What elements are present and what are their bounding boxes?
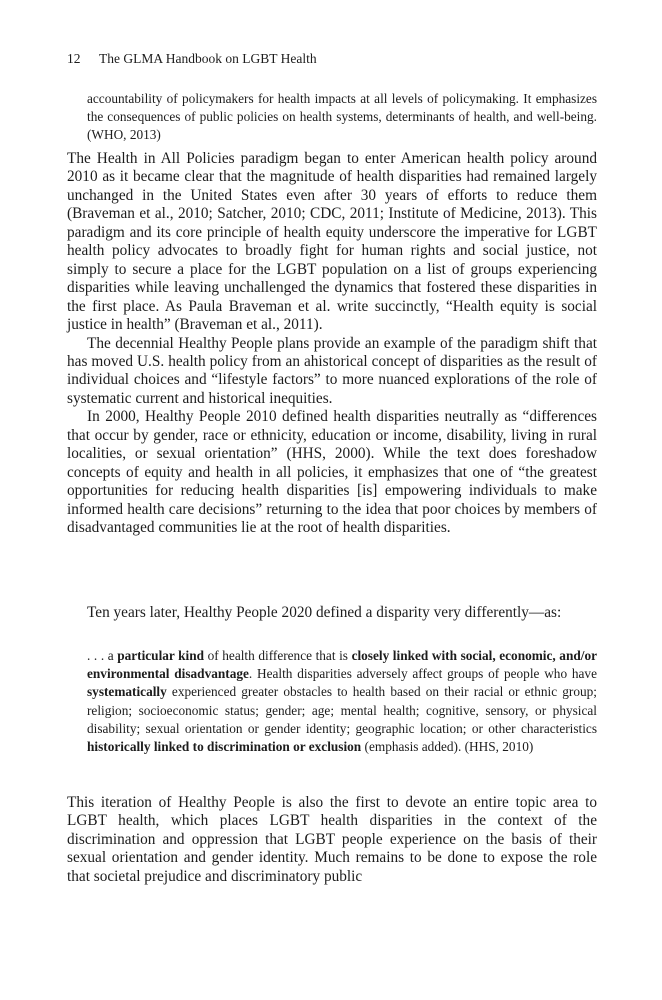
page-number: 12 <box>67 51 81 66</box>
quote-text-run: experienced greater obstacles to health based on their racial or ethnic group; religion; socioeconomic status; gender; age; mental health; cognitive, sensory, or physical disability; sexual orientation or gender identity; geographic location; or other characteristics <box>87 684 597 736</box>
body-text-section <box>67 150 597 538</box>
paragraph-healthy-people-2010: In 2000, Healthy People 2010 defined health disparities neutrally as “differences that occur by gender, race or ethnicity, education or income, disability, living in rural localities, or sexual orientation” (HHS, 2000). While the text does foreshadow concepts of equity and health in all policies, it emphasizes that one of “the greatest opportunities for reducing health disparities [is] empowering individuals to make informed health care decisions” returning to the idea that poor choices by members of disadvantaged communities lie at the root of health disparities. <box>67 408 597 537</box>
running-head <box>67 50 317 68</box>
quote-emphasis: systematically <box>87 684 167 700</box>
paragraph-healthy-people-plans: The decennial Healthy People plans provide an example of the paradigm shift that has moved U.S. health policy from an ahistorical concept of disparities as the result of individual choices and “lifestyle factors” to more nuanced explorations of the role of systematic current and historical inequities. <box>67 334 597 407</box>
block-quote-who <box>87 90 597 145</box>
quote-text-run: (emphasis added). (HHS, 2010) <box>361 739 534 755</box>
paragraph-lgbt-topic-area: This iteration of Healthy People is also the first to devote an entire topic area to LGBT health, which places LGBT health disparities in the context of the discrimination and oppression that LGBT people experience on the basis of their sexual orientation and gender identity. Much remains to be done to expose the role that societal prejudice and discriminatory public <box>67 794 597 885</box>
body-text-section <box>67 794 597 886</box>
paragraph-healthy-people-2020: Ten years later, Healthy People 2020 defined a disparity very differently—as: <box>87 604 562 621</box>
paragraph-health-in-all-policies: The Health in All Policies paradigm began to enter American health policy around 2010 as it became clear that the magnitude of health disparities had remained largely unchanged in the United States even after 30 years of efforts to reduce them (Braveman et al., 2010; Satcher, 2010; CDC, 2011; Institute of Medicine, 2013). This paradigm and its core principle of health equity underscore the imperative for LGBT health policy advocates to broadly fight for human rights and social justice, not simply to secure a place for the LGBT population on a list of groups experiencing disparities while leaving unchallenged the dynamics that fostered these disparities in the first place. As Paula Braveman et al. write succinctly, “Health equity is social justice in health” (Braveman et al., 2011). <box>67 150 597 334</box>
book-title: The GLMA Handbook on LGBT Health <box>99 51 317 66</box>
quote-text-run: . Health disparities adversely affect groups of people who have <box>248 666 597 682</box>
quote-text-run: . . . a <box>87 648 118 663</box>
block-quote-hhs <box>87 647 597 756</box>
block-quote-text: accountability of policymakers for health impacts at all levels of policymaking. It emphasizes the consequences of public policies on health systems, determinants of health, and well-being. (WHO, 2013) <box>87 91 597 143</box>
body-text-section <box>67 604 597 622</box>
quote-emphasis: particular kind <box>117 648 205 663</box>
quote-emphasis: closely linked with social, economic, and/or environmental disadvantage <box>87 648 597 682</box>
quote-text-run: of health difference that is <box>204 648 352 663</box>
block-quote-text <box>87 647 597 756</box>
quote-emphasis: historically linked to discrimination or exclusion <box>87 739 362 755</box>
